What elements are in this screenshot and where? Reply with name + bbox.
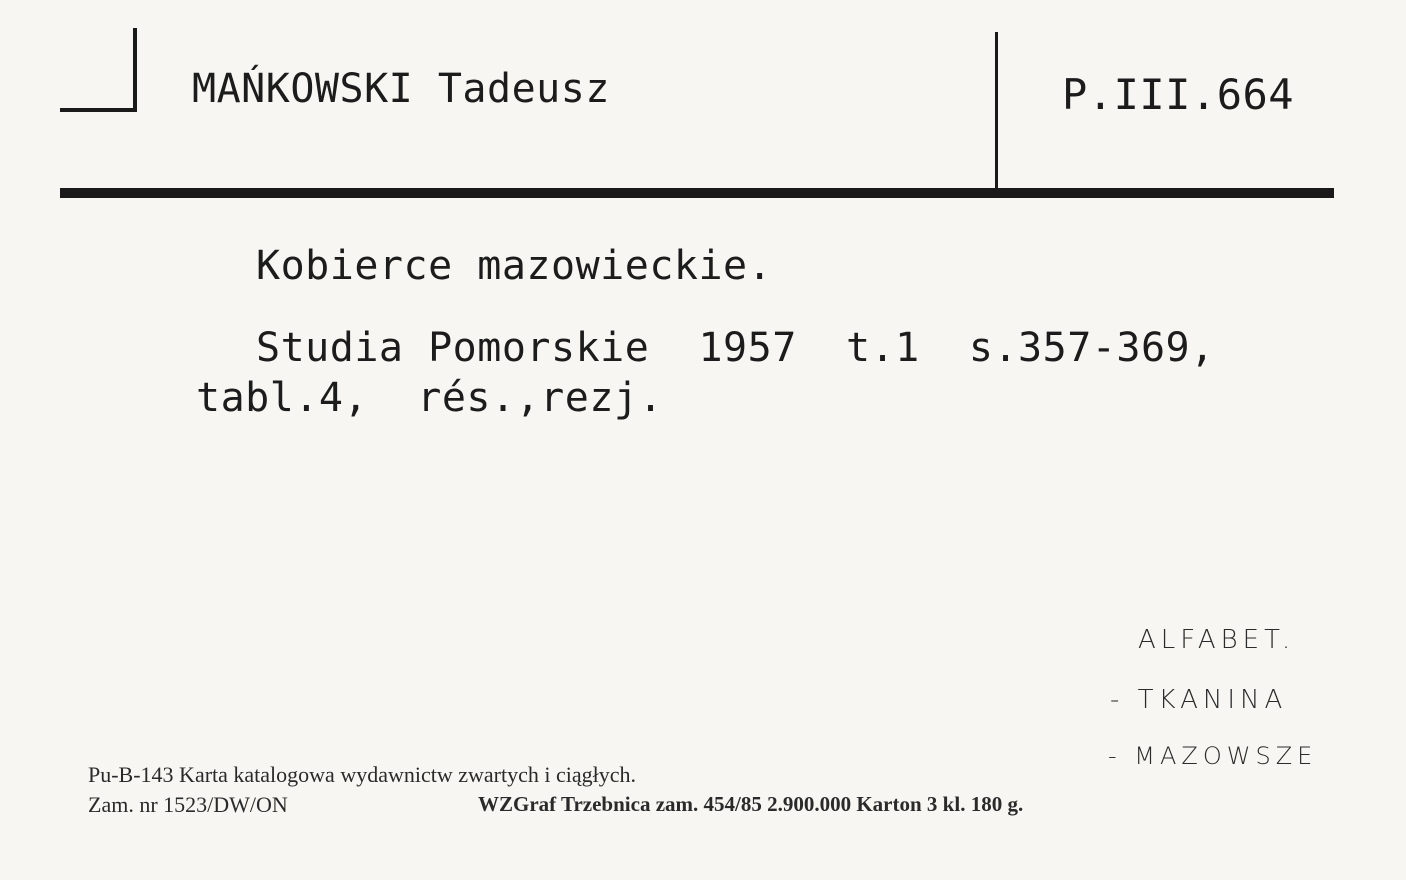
handwritten-note-2: - TKANINA: [1110, 685, 1288, 715]
call-number: P.III.664: [1062, 70, 1295, 119]
handwritten-note-3: - MAZOWSZE: [1108, 742, 1318, 770]
source-line-2: tabl.4, rés.,rezj.: [196, 375, 664, 421]
handwritten-note-1: ALFABET.: [1138, 625, 1296, 655]
header-divider: [995, 32, 998, 190]
corner-mark-vertical: [133, 28, 137, 112]
footer-line-1: Pu-B-143 Karta katalogowa wydawnictw zwartych i ciągłych.: [88, 762, 636, 787]
source-line-1: Studia Pomorskie 1957 t.1 s.357-369,: [256, 325, 1215, 371]
corner-mark-horizontal: [60, 108, 137, 112]
footer-line-2-left: Zam. nr 1523/DW/ON: [88, 792, 288, 817]
footer-line-2-right: WZGraf Trzebnica zam. 454/85 2.900.000 Karton 3 kl. 180 g.: [478, 792, 1024, 816]
work-title: Kobierce mazowieckie.: [256, 243, 773, 289]
author-name: MAŃKOWSKI Tadeusz: [192, 66, 610, 112]
header-rule: [60, 188, 1334, 198]
